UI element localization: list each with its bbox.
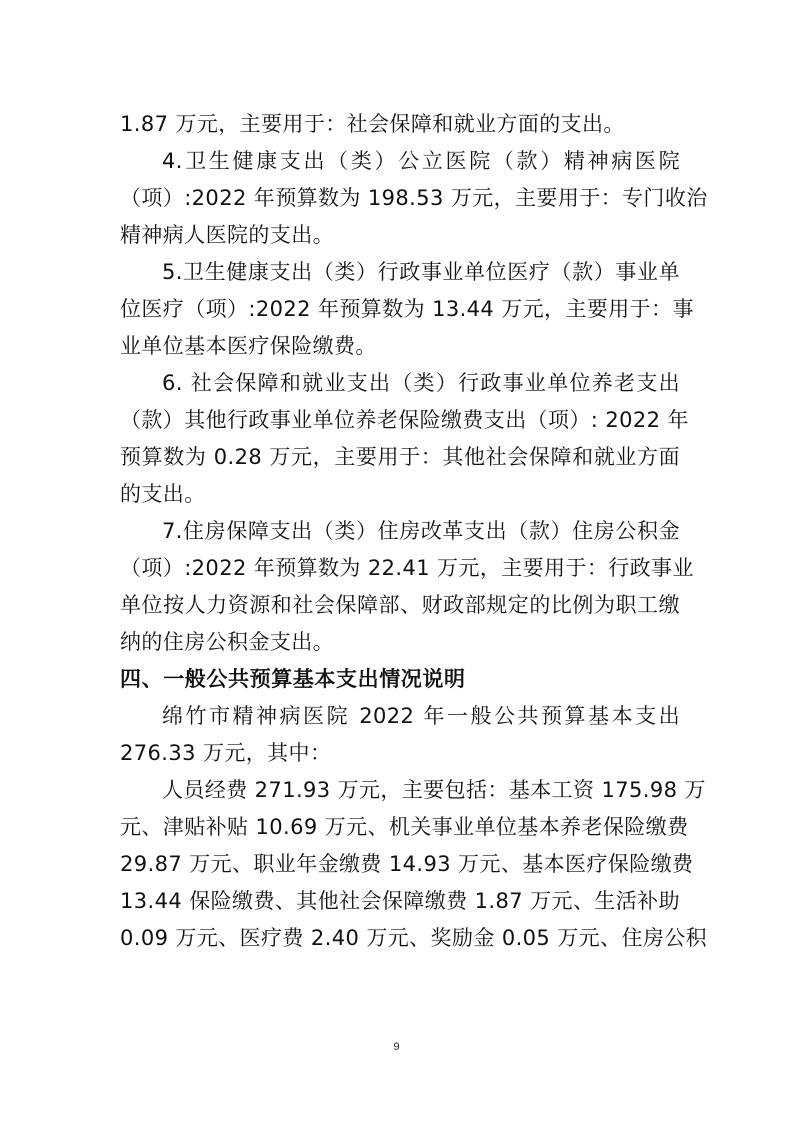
paragraph-line: 6. 社会保障和就业支出（类）行政事业单位养老支出 <box>162 371 680 395</box>
paragraph-line: （项）:2022 年预算数为 198.53 万元，主要用于：专门收治 <box>120 186 708 210</box>
paragraph-line: 单位按人力资源和社会保障部、财政部规定的比例为职工缴 <box>120 593 680 617</box>
paragraph-line: 13.44 保险缴费、其他社会保障缴费 1.87 万元、生活补助 <box>120 889 680 913</box>
paragraph-line: 绵竹市精神病医院 2022 年一般公共预算基本支出 <box>162 704 680 728</box>
section-heading: 四、一般公共预算基本支出情况说明 <box>120 667 466 691</box>
paragraph-line: 4.卫生健康支出（类）公立医院（款）精神病医院 <box>162 149 680 173</box>
paragraph-line: 纳的住房公积金支出。 <box>120 630 334 654</box>
paragraph-line: 276.33 万元，其中： <box>120 741 332 765</box>
paragraph-line: 的支出。 <box>120 482 206 506</box>
paragraph-line: 业单位基本医疗保险缴费。 <box>120 334 377 358</box>
paragraph-line: 0.09 万元、医疗费 2.40 万元、奖励金 0.05 万元、住房公积 <box>120 926 708 950</box>
paragraph-line: 人员经费 271.93 万元，主要包括：基本工资 175.98 万 <box>162 778 706 802</box>
paragraph-line: 精神病人医院的支出。 <box>120 223 334 247</box>
paragraph-line: 位医疗（项）:2022 年预算数为 13.44 万元，主要用于：事 <box>120 297 694 321</box>
page-number: 9 <box>393 1041 400 1053</box>
paragraph-line: 7.住房保障支出（类）住房改革支出（款）住房公积金 <box>162 519 680 543</box>
paragraph-line: （项）:2022 年预算数为 22.41 万元，主要用于：行政事业 <box>120 556 694 580</box>
paragraph-line: （款）其他行政事业单位养老保险缴费支出（项）: 2022 年 <box>120 408 689 432</box>
paragraph-line: 元、津贴补贴 10.69 万元、机关事业单位基本养老保险缴费 <box>120 815 689 839</box>
paragraph-line: 5.卫生健康支出（类）行政事业单位医疗（款）事业单 <box>162 260 680 284</box>
paragraph-line: 1.87 万元，主要用于：社会保障和就业方面的支出。 <box>120 112 625 136</box>
paragraph-line: 预算数为 0.28 万元，主要用于：其他社会保障和就业方面 <box>120 445 680 469</box>
paragraph-line: 29.87 万元、职业年金缴费 14.93 万元、基本医疗保险缴费 <box>120 852 694 876</box>
